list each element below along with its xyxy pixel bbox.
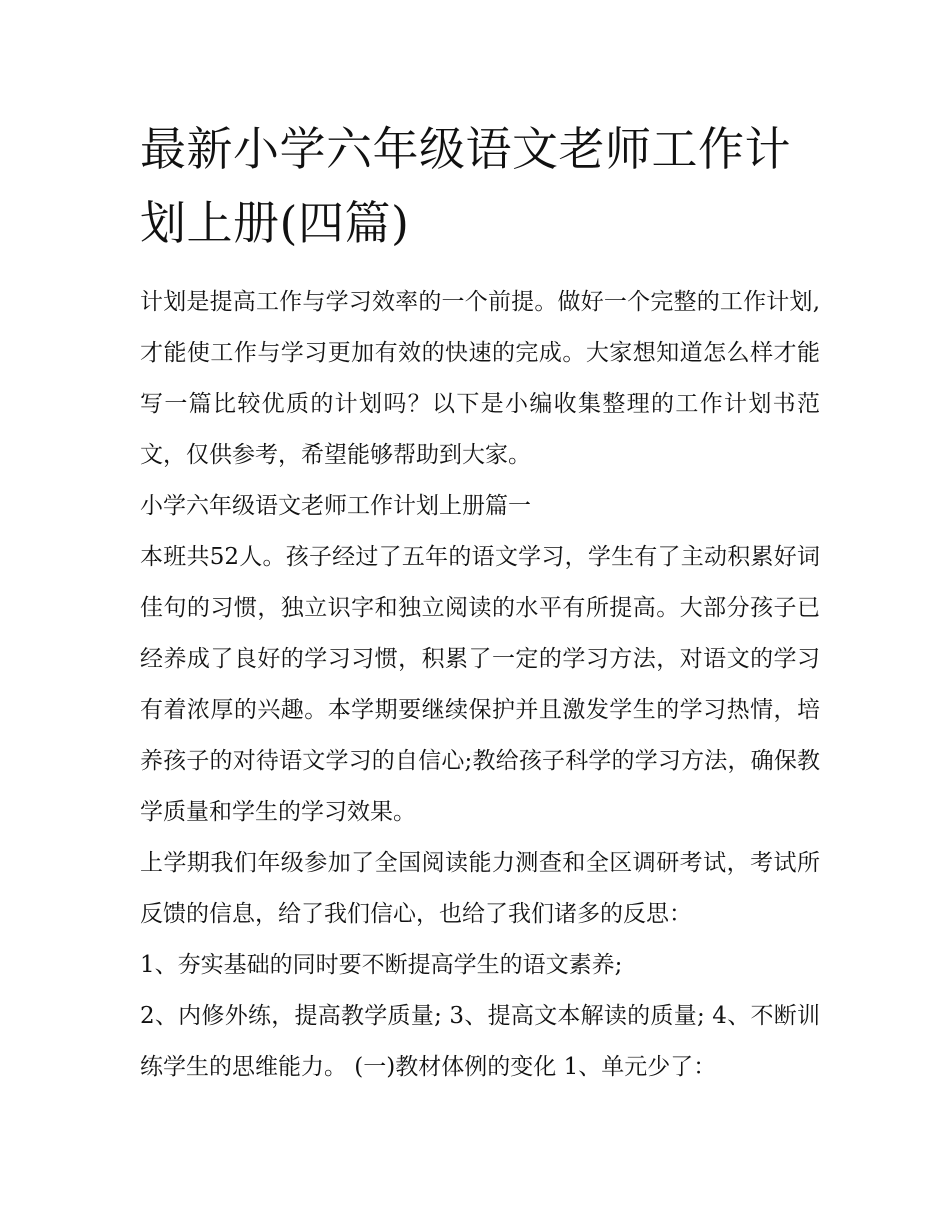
list-item-2: 2、内修外练，提高教学质量; 3、提高文本解读的质量; 4、不断训练学生的思维能力。 (一)教材体例的变化 1、单元少了：	[140, 1003, 820, 1080]
section-heading: 小学六年级语文老师工作计划上册篇一	[140, 493, 531, 519]
body-paragraph-1: 本班共52人。孩子经过了五年的语文学习，学生有了主动积累好词佳句的习惯，独立识字和独立阅读的水平有所提高。大部分孩子已经养成了良好的学习习惯，积累了一定的学习方法，对语文的学习有着浓厚的兴趣。本学期要继续保护并且激发学生的学习热情，培养孩子的对待语文学习的自信心;教给孩子科学的学习方法，确保教学质量和学生的学习效果。	[140, 544, 820, 825]
document-body	[140, 277, 820, 1093]
document-title: 最新小学六年级语文老师工作计划上册(四篇)	[140, 122, 791, 250]
list-item-1: 1、夯实基础的同时要不断提高学生的语文素养;	[140, 952, 623, 978]
body-paragraph-2: 上学期我们年级参加了全国阅读能力测查和全区调研考试，考试所反馈的信息，给了我们信心，也给了我们诸多的反思：	[140, 850, 820, 927]
intro-paragraph: 计划是提高工作与学习效率的一个前提。做好一个完整的工作计划,才能使工作与学习更加有效的快速的完成。大家想知道怎么样才能写一篇比较优质的计划吗？以下是小编收集整理的工作计划书范文，仅供参考，希望能够帮助到大家。	[140, 289, 820, 468]
